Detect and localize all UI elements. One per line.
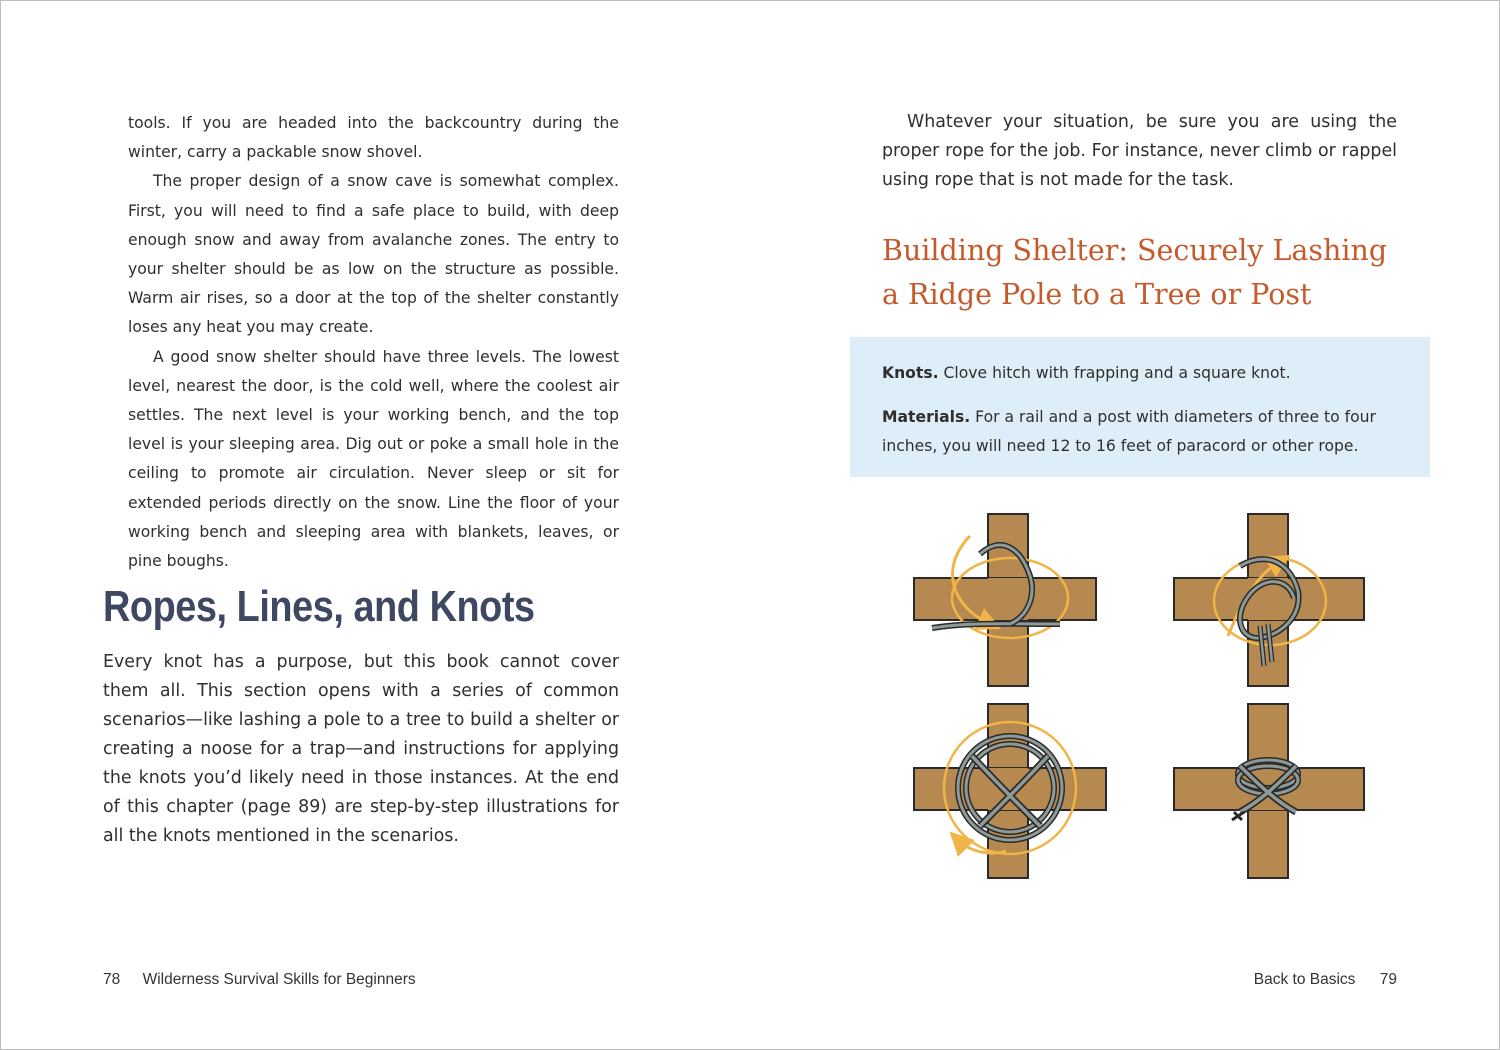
materials-line <box>882 403 1430 461</box>
lashing-illustrations <box>910 506 1370 886</box>
knots-line <box>882 359 1430 388</box>
book-title: Wilderness Survival Skills for Beginners <box>142 971 416 988</box>
paragraph-snow-shelter-levels: A good snow shelter should have three levels. The lowest level, nearest the door, is the cold well, where the coolest air settles. The next level is your working bench, and the top level is your sleeping area. Dig out or poke a small hole in the ceiling to promote air circulation. Never sleep or sit for extended periods directly on the snow. Line the floor of your working bench and sleeping area with blankets, leaves, or pine boughs. <box>128 347 619 571</box>
lashing-step-3-illustration <box>914 704 1106 878</box>
left-page <box>1 1 750 1049</box>
materials-label: Materials. <box>882 408 971 427</box>
left-footer <box>103 971 416 989</box>
ropes-intro-paragraph: Every knot has a purpose, but this book cannot cover them all. This section opens with a series of common scenarios—like lashing a pole to a tree to build a shelter or creating a noose for a trap—and instructions for applying the knots you’d likely need in those instances. At the end of this chapter (page 89) are step-by-step illustrations for all the knots mentioned in the scenarios. <box>103 652 619 846</box>
subsection-heading-shelter: Building Shelter: Securely Lashing a Ridge Pole to a Tree or Post <box>882 234 1388 311</box>
snow-cave-text <box>128 109 619 576</box>
paragraph-snow-cave-design: The proper design of a snow cave is somewhat complex. First, you will need to find a safe place to build, with deep enough snow and away from avalanche zones. The entry to your shelter should be as low on the structure as possible. Warm air rises, so a door at the top of the shelter constantly loses any heat you may create. <box>128 172 619 337</box>
knots-text: Clove hitch with frapping and a square knot. <box>943 364 1291 382</box>
rope-choice-paragraph: Whatever your situation, be sure you are using the proper rope for the job. For instance, never climb or rappel using rope that is not made for the task. <box>882 112 1397 190</box>
lashing-step-4-illustration <box>1174 704 1364 878</box>
right-footer <box>1254 971 1397 989</box>
materials-text: For a rail and a post with diameters of three to four inches, you will need 12 to 16 feet of paracord or other rope. <box>882 408 1376 456</box>
right-page <box>750 1 1499 1049</box>
chapter-title: Back to Basics <box>1253 971 1356 988</box>
right-page-number: 79 <box>1379 971 1397 988</box>
section-heading-ropes: Ropes, Lines, and Knots <box>103 582 535 631</box>
lashing-step-1-illustration <box>914 514 1096 686</box>
knots-label: Knots. <box>882 364 939 382</box>
left-page-number: 78 <box>103 971 121 988</box>
paragraph-continuation: tools. If you are headed into the backcountry during the winter, carry a packable snow shovel. <box>128 114 619 162</box>
knots-materials-box <box>850 337 1430 477</box>
lashing-step-2-illustration <box>1174 514 1364 686</box>
